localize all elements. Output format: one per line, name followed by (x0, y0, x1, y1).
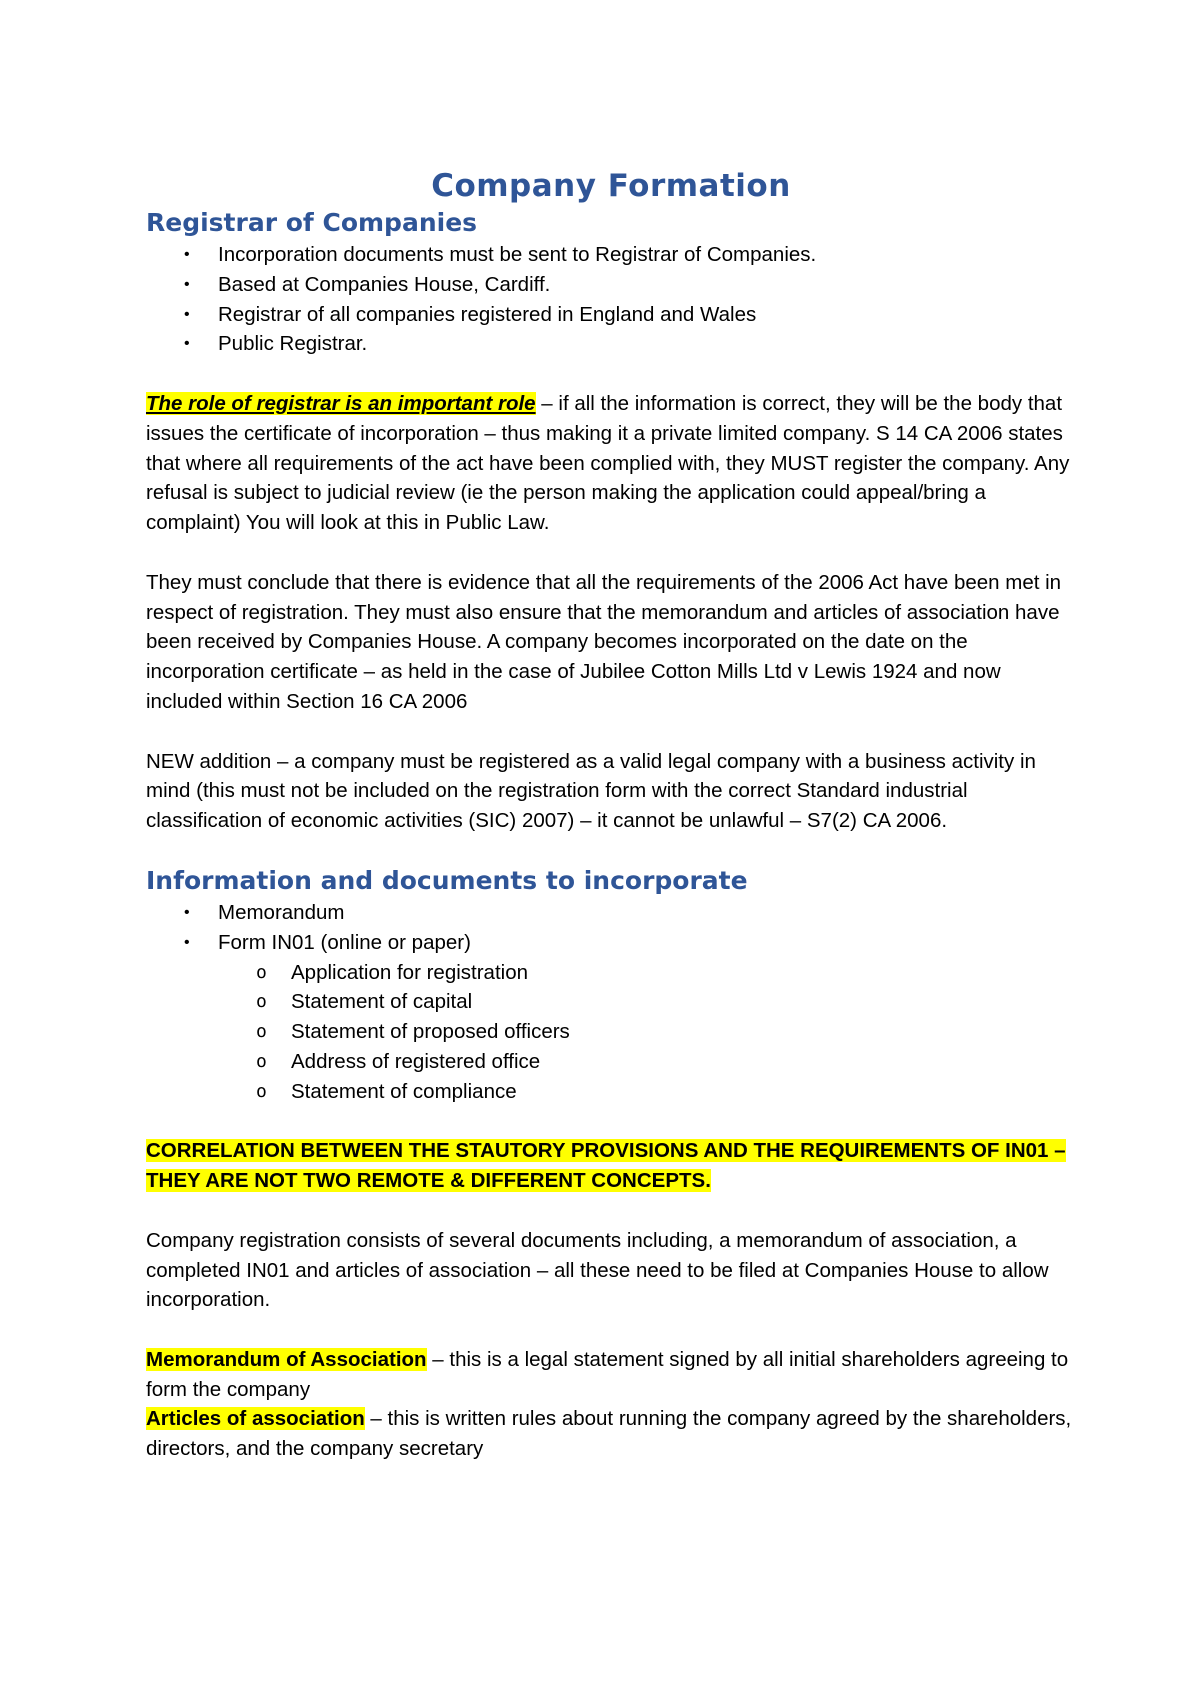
bullet-icon: • (184, 305, 190, 323)
highlighted-phrase: The role of registrar is an important role (146, 391, 536, 415)
sub-list-item-text: Statement of compliance (291, 1079, 517, 1103)
spacer (146, 717, 1076, 747)
spacer (146, 1196, 1076, 1226)
list-item-text: Public Registrar. (218, 332, 368, 356)
list-item (146, 240, 1076, 270)
sub-list-item (146, 1077, 1076, 1107)
sub-list-item (146, 958, 1076, 988)
list-item (146, 898, 1076, 928)
sub-list-item (146, 1047, 1076, 1077)
registrar-bullet-list (146, 240, 1076, 359)
paragraph-company-registration: Company registration consists of several documents including, a memorandum of association, a completed IN01 and articles of association – all these need to be filed at Companies House to allow incorporation. (146, 1228, 1049, 1312)
sub-list-item-text: Address of registered office (291, 1049, 541, 1073)
spacer (146, 359, 1076, 389)
highlighted-term-memorandum: Memorandum of Association (146, 1347, 427, 1371)
list-item (146, 300, 1076, 330)
paragraph-requirements: They must conclude that there is evidence that all the requirements of the 2006 Act have been met in respect of registration. They must also ensure that the memorandum and articles of association have been received by Companies House. A company becomes incorporated on the date on the incorporation certificate – as held in the case of Jubilee Cotton Mills Ltd v Lewis 1924 and now included within Section 16 CA 2006 (146, 570, 1062, 713)
paragraph-text: – if all the information is correct, they will be the body that issues the certificate of incorporation – thus making it a private limited company. S 14 CA 2006 states that where all requirements of the act have been complied with, they MUST register the company. Any refusal is subject to judicial review (ie the person making the application could appeal/bring a complaint) You will look at this in Public Law. (146, 391, 1070, 535)
list-item-text: Memorandum (218, 900, 345, 924)
memorandum-definition: – this is a legal statement signed by all initial shareholders agreeing to form the company (146, 1347, 1069, 1401)
bullet-icon: • (184, 903, 190, 921)
circle-bullet-icon: o (256, 991, 267, 1013)
spacer (146, 538, 1076, 568)
list-item-text: Incorporation documents must be sent to Registrar of Companies. (218, 243, 817, 266)
spacer (146, 1315, 1076, 1345)
paragraph-memorandum (146, 1345, 1076, 1405)
documents-bullet-list (146, 898, 1076, 958)
circle-bullet-icon: o (256, 1050, 267, 1072)
sub-list-item-text: Statement of proposed officers (291, 1020, 570, 1044)
heading-information-and-documents: Information and documents to incorporate (146, 865, 748, 895)
spacer (146, 1107, 1076, 1137)
document-title: Company Formation (431, 168, 791, 204)
list-item (146, 928, 1076, 958)
circle-bullet-icon: o (256, 961, 267, 983)
document-content (146, 166, 1076, 1464)
list-item-text: Form IN01 (online or paper) (218, 930, 471, 954)
bullet-icon: • (184, 933, 190, 951)
circle-bullet-icon: o (256, 1021, 267, 1043)
circle-bullet-icon: o (256, 1080, 267, 1102)
paragraph-articles (146, 1404, 1076, 1464)
bullet-icon: • (184, 335, 190, 353)
articles-definition: – this is written rules about running the company agreed by the shareholders, directors, and the company secretary (146, 1407, 1072, 1461)
sub-list-item (146, 987, 1076, 1017)
list-item (146, 270, 1076, 300)
highlighted-term-articles: Articles of association (146, 1407, 365, 1431)
list-item-text: Registrar of all companies registered in England and Wales (218, 302, 757, 326)
highlighted-correlation: CORRELATION BETWEEN THE STAUTORY PROVISIONS AND THE REQUIREMENTS OF IN01 – THEY ARE NOT TWO REMOTE & DIFFERENT CONCEPTS. (146, 1139, 1066, 1193)
paragraph-new-addition: NEW addition – a company must be registered as a valid legal company with a business activity in mind (this must not be included on the registration form with the correct Standard industrial classification of economic activities (SIC) 2007) – it cannot be unlawful – S7(2) CA 2006. (146, 749, 1036, 833)
list-item (146, 329, 1076, 359)
paragraph-role-of-registrar (146, 389, 1076, 538)
paragraph-correlation (146, 1136, 1076, 1196)
bullet-icon: • (184, 275, 190, 293)
list-item-text: Based at Companies House, Cardiff. (218, 272, 551, 296)
sub-list-item-text: Statement of capital (291, 990, 473, 1014)
heading-registrar-of-companies: Registrar of Companies (146, 208, 478, 237)
sub-list-item-text: Application for registration (291, 960, 529, 984)
bullet-icon: • (184, 246, 190, 263)
form-in01-sub-list (146, 958, 1076, 1107)
sub-list-item (146, 1017, 1076, 1047)
